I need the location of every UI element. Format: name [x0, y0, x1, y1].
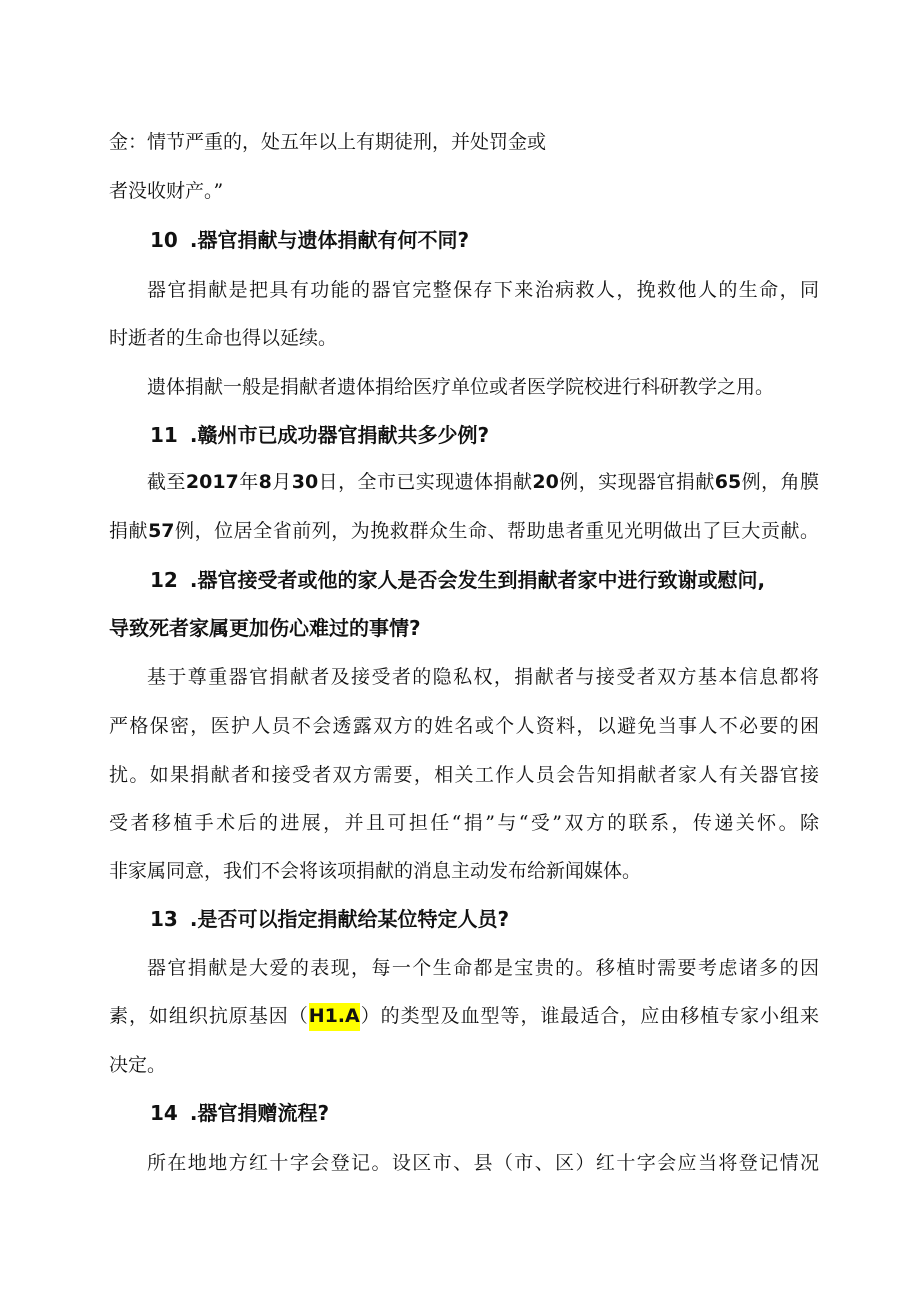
highlighted-term: H1.A [309, 1003, 360, 1031]
text-run: 例，角膜 [741, 471, 819, 493]
question-heading-13 [150, 905, 822, 933]
question-text: .是否可以指定捐献给某位特定人员? [189, 907, 510, 931]
paragraph-line: 受者移植手术后的进展，并且可担任“捐”与“受”双方的联系，传递关怀。除 [109, 812, 819, 834]
question-heading-14 [150, 1099, 822, 1127]
paragraph-line: 决定。 [109, 1054, 167, 1076]
number-run: 2017 [185, 471, 239, 493]
text-run: 例，实现器官捐献 [558, 471, 715, 493]
paragraph-line: 扰。如果捐献者和接受者双方需要，相关工作人员会告知捐献者家人有关器官接 [109, 764, 819, 786]
number-run: 20 [532, 471, 559, 493]
text-run: ）的类型及血型等，谁最适合，应由移植专家小组来 [359, 1005, 819, 1027]
question-number: 10 [150, 228, 178, 252]
text-run: 截至 [147, 471, 186, 493]
paragraph-line: 基于尊重器官捐献者及接受者的隐私权，捐献者与接受者双方基本信息都将 [147, 666, 819, 688]
text-run: 例，位居全省前列，为挽救群众生命、帮助患者重见光明做出了巨大贡献。 [174, 520, 819, 542]
question-text: .赣州市已成功器官捐献共多少例? [189, 423, 490, 447]
paragraph-line: 所在地地方红十字会登记。设区市、县（市、区）红十字会应当将登记情况 [147, 1152, 819, 1174]
text-run: 素，如组织抗原基因（ [109, 1005, 309, 1027]
paragraph-line: 金：情节严重的，处五年以上有期徒刑，并处罚金或 [109, 131, 547, 153]
question-heading-12-continued: 导致死者家属更加伤心难过的事情? [109, 616, 421, 640]
question-heading-10 [150, 226, 822, 254]
paragraph-line: 时逝者的生命也得以延续。 [109, 327, 338, 349]
question-text: .器官捐赠流程? [189, 1101, 330, 1125]
number-run: 30 [291, 471, 319, 493]
paragraph-line [109, 517, 819, 545]
paragraph-line: 严格保密，医护人员不会透露双方的姓名或个人资料，以避免当事人不必要的困 [109, 715, 819, 737]
question-heading-11 [150, 421, 822, 449]
text-run: 月 [271, 471, 292, 493]
paragraph-line: 器官捐献是把具有功能的器官完整保存下来治病救人，挽救他人的生命，同 [147, 279, 819, 301]
question-text: .器官捐献与遗体捐献有何不同? [189, 228, 470, 252]
question-text: .器官接受者或他的家人是否会发生到捐献者家中进行致谢或慰问, [189, 568, 766, 592]
paragraph-line: 者没收财产。” [109, 180, 224, 202]
number-run: 65 [714, 471, 742, 493]
text-run: 年 [238, 471, 259, 493]
question-number: 14 [150, 1101, 178, 1125]
question-heading-12 [150, 566, 822, 594]
paragraph-line: 非家属同意，我们不会将该项捐献的消息主动发布给新闻媒体。 [109, 860, 642, 882]
question-number: 11 [150, 423, 178, 447]
number-run: 57 [148, 520, 175, 542]
paragraph-line [109, 1002, 819, 1030]
paragraph-line: 器官捐献是大爱的表现，每一个生命都是宝贵的。移植时需要考虑诸多的因 [147, 957, 819, 979]
number-run: 8 [258, 471, 272, 493]
text-run: 捐献 [109, 520, 149, 542]
paragraph-line: 遗体捐献一般是捐献者遗体捐给医疗单位或者医学院校进行科研教学之用。 [147, 376, 775, 398]
paragraph-line [147, 468, 819, 496]
question-number: 12 [150, 568, 178, 592]
question-number: 13 [150, 907, 178, 931]
text-run: 日，全市已实现遗体捐献 [318, 471, 533, 493]
